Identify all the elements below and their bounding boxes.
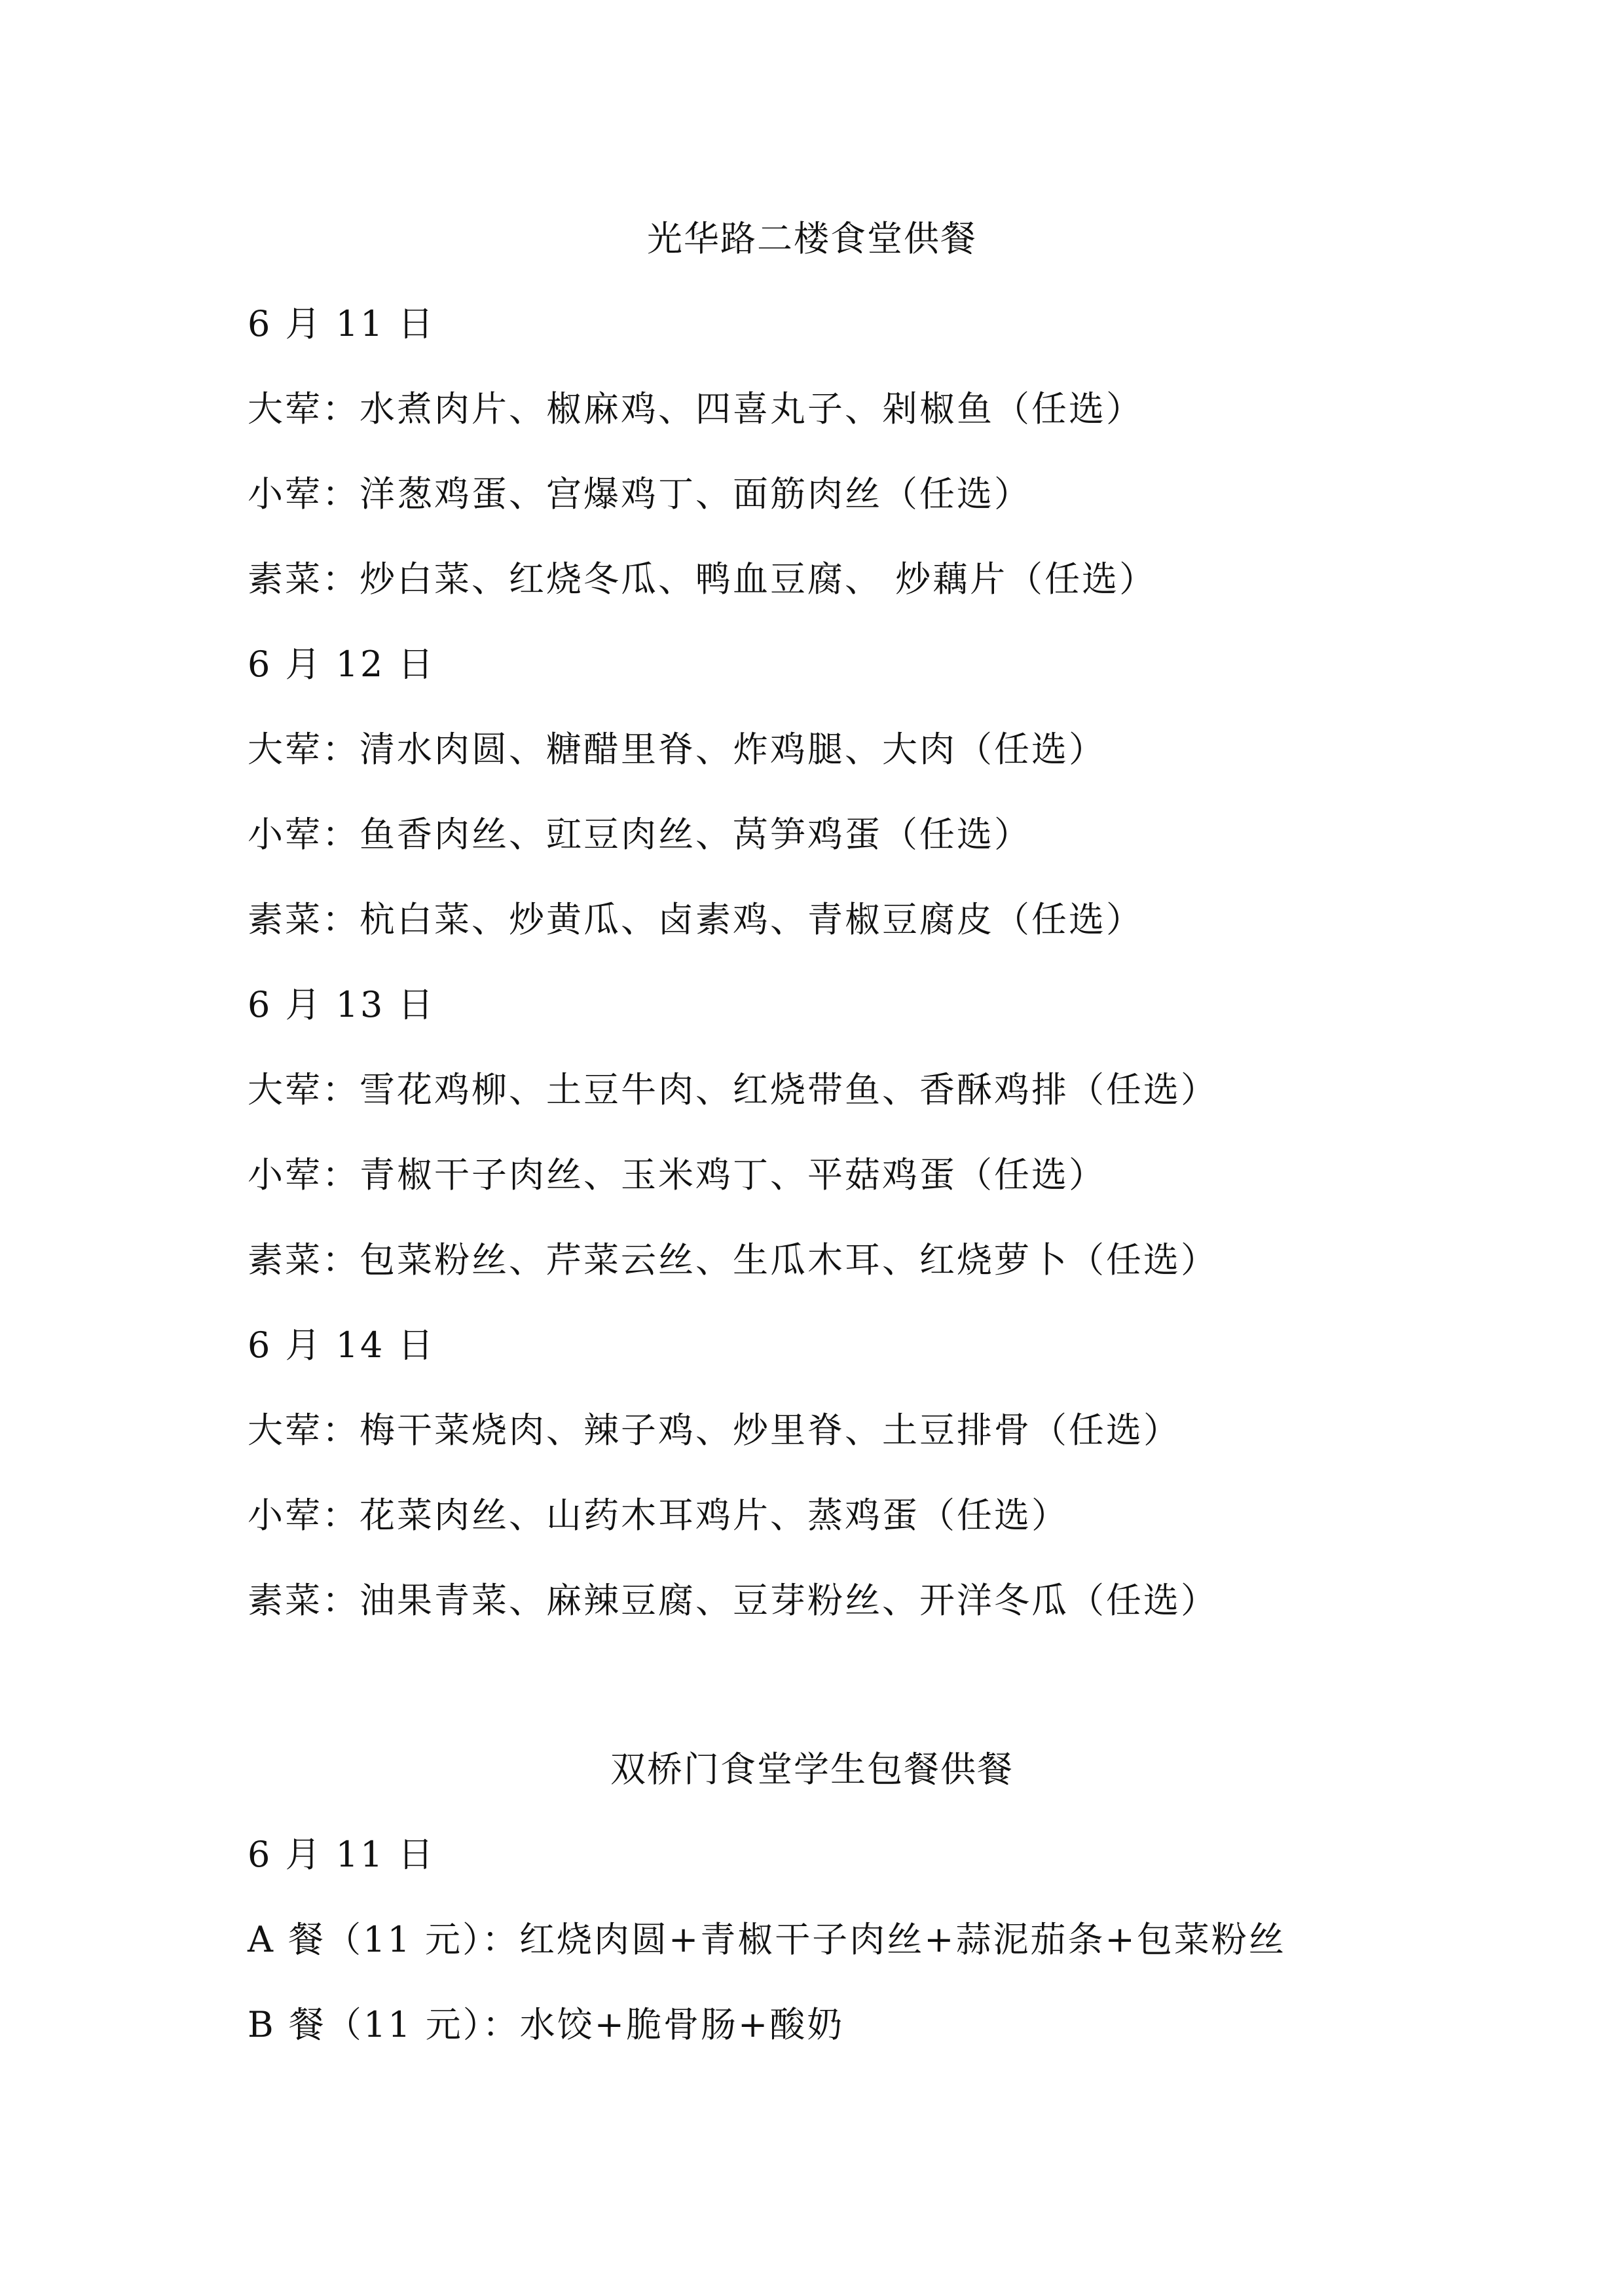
menu-line-small-meat: 小荤：鱼香肉丝、豇豆肉丝、莴笋鸡蛋（任选） xyxy=(248,814,1031,855)
menu-line-vegetable: 素菜：油果青菜、麻辣豆腐、豆芽粉丝、开洋冬瓜（任选） xyxy=(248,1580,1218,1621)
section-title-guanghualu: 光华路二楼食堂供餐 xyxy=(647,218,977,259)
menu-line-small-meat: 小荤：青椒干子肉丝、玉米鸡丁、平菇鸡蛋（任选） xyxy=(248,1154,1106,1195)
date-line: 6 月 11 日 xyxy=(248,1834,435,1875)
date-line: 6 月 13 日 xyxy=(248,984,435,1025)
menu-line-vegetable: 素菜：炒白菜、红烧冬瓜、鸭血豆腐、 炒藕片（任选） xyxy=(248,558,1157,600)
date-line: 6 月 12 日 xyxy=(248,644,435,685)
menu-line-vegetable: 素菜：包菜粉丝、芹菜云丝、生瓜木耳、红烧萝卜（任选） xyxy=(248,1239,1218,1281)
meal-set-b-line: B 餐（11 元）：水饺+脆骨肠+酸奶 xyxy=(248,2004,845,2045)
date-line: 6 月 14 日 xyxy=(248,1324,435,1366)
date-line: 6 月 11 日 xyxy=(248,303,435,344)
menu-line-big-meat: 大荤：水煮肉片、椒麻鸡、四喜丸子、剁椒鱼（任选） xyxy=(248,388,1143,429)
menu-line-small-meat: 小荤：洋葱鸡蛋、宫爆鸡丁、面筋肉丝（任选） xyxy=(248,473,1031,515)
menu-line-big-meat: 大荤：雪花鸡柳、土豆牛肉、红烧带鱼、香酥鸡排（任选） xyxy=(248,1069,1218,1110)
meal-set-a-line: A 餐（11 元）：红烧肉圆+青椒干子肉丝+蒜泥茄条+包菜粉丝 xyxy=(248,1919,1286,1960)
menu-line-vegetable: 素菜：杭白菜、炒黄瓜、卤素鸡、青椒豆腐皮（任选） xyxy=(248,899,1143,940)
menu-line-big-meat: 大荤：清水肉圆、糖醋里脊、炸鸡腿、大肉（任选） xyxy=(248,729,1106,770)
menu-line-small-meat: 小荤：花菜肉丝、山药木耳鸡片、蒸鸡蛋（任选） xyxy=(248,1495,1069,1536)
menu-line-big-meat: 大荤：梅干菜烧肉、辣子鸡、炒里脊、土豆排骨（任选） xyxy=(248,1410,1181,1451)
section-title-shuangqiaomen: 双桥门食堂学生包餐供餐 xyxy=(610,1749,1014,1790)
